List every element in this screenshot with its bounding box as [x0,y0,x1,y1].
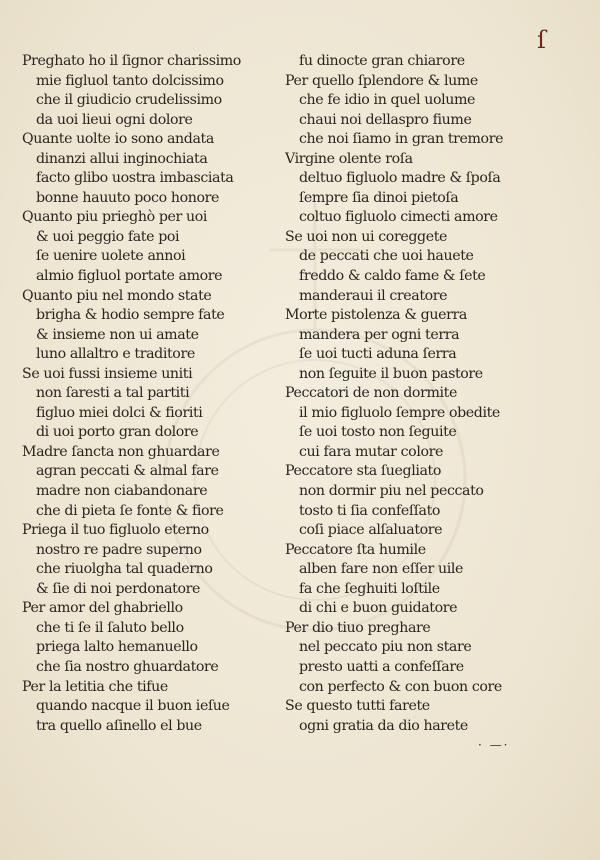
verse-line: che ti ſe il ſaluto bello [36,619,184,636]
verse-line: & uoi peggio fate poi [36,228,180,245]
verse-line: fu dinocte gran chiarore [299,53,465,69]
verse-line: madre non ciabandonare [36,483,208,500]
verse-line: tra quello aſinello el bue [36,717,202,734]
verse-line: presto uatti a confeſſare [299,658,464,675]
verse-line: ogni gratia da dio harete [299,717,468,734]
verse-line: Priega il tuo figluolo eterno [22,522,209,539]
verse-line: tosto ti ſia confeſſato [299,502,441,519]
verse-line: che fe idio in quel uolume [299,92,476,109]
verse-line: Per quello ſplendore & lume [285,72,478,89]
verse-line: Se questo tutti farete [285,698,430,715]
verse-line: figluo miei dolci & fioriti [36,404,203,421]
verse-line: alben fare non eſſer uile [299,561,464,578]
verse-line: non ſaresti a tal partiti [36,385,190,402]
verse-line: Morte pistolenza & guerra [285,307,467,324]
verse-line: Preghato ho il ſignor charissimo [22,53,241,69]
verse-line: cui fara mutar colore [299,443,443,460]
verse-line: chaui noi dellaspro fiume [299,111,472,128]
verse-line: bonne hauuto poco honore [36,189,219,206]
verse-line: Peccatore sta ſuegliato [285,463,441,480]
verse-line: coltuo figluolo cimecti amore [299,209,498,226]
verse-line: che il giudicio crudelissimo [36,92,222,109]
right-column [285,52,515,736]
verse-line: quando nacque il buon ieſue [36,698,230,715]
verse-line: Peccatore ſta humile [285,541,426,558]
verse-line: manderaui il creatore [299,287,448,304]
verse-line: freddo & caldo fame & ſete [299,268,486,285]
verse-line: ſe uoi tucti aduna ſerra [299,346,457,363]
verse-line: dinanzi allui inginochiata [36,150,208,167]
verse-line: Quanto piu prieghò per uoi [22,209,208,226]
verse-line: che noi ſiamo in gran tremore [299,131,504,148]
verse-line: Se uoi fussi insieme uniti [22,365,193,382]
verse-line: brigha & hodio sempre fate [36,307,225,324]
verse-line: Per amor del ghabriello [22,600,183,617]
verse-line: & insieme non ui amate [36,326,199,343]
verse-line: nel peccato piu non stare [299,639,472,656]
verse-line: luno allaltro e traditore [36,346,195,363]
verse-line: Se uoi non ui coreggete [285,228,447,245]
verse-line: ſe uoi tosto non ſeguite [299,424,457,441]
verse-line: di uoi porto gran dolore [36,424,199,441]
verse-line: mandera per ogni terra [299,326,460,343]
verse-line: agran peccati & almal fare [36,463,219,480]
verse-line: che riuolgha tal quaderno [36,561,213,578]
verse-line: Virgine olente roſa [285,150,413,167]
verse-line: facto glibo uostra imbasciata [36,170,234,187]
verse-line: Per dio tiuo preghare [285,619,431,636]
verse-line: coſi piace alſaluatore [299,522,443,539]
verse-line: deltuo figluolo madre & ſpoſa [299,170,501,187]
verse-line: mie figluol tanto dolcissimo [36,72,224,89]
verse-line: de peccati che uoi hauete [299,248,474,265]
verse-line: Per la letitia che tifue [22,678,168,695]
verse-line: Madre ſancta non ghuardare [22,443,220,460]
end-mark: · —· [478,738,510,752]
verse-line: con perfecto & con buon core [299,678,502,695]
left-column [22,52,272,736]
verse-line: il mio figluolo ſempre obedite [299,404,500,421]
verse-line: almio figluol portate amore [36,268,223,285]
verse-line: da uoi lieui ogni dolore [36,111,193,128]
verse-line: & ſie di noi perdonatore [36,580,200,597]
verse-line: non dormir piu nel peccato [299,483,484,500]
verse-line: non ſeguite il buon pastore [299,365,483,382]
verse-line: Peccatori de non dormite [285,385,457,402]
verse-line: priega lalto hemanuello [36,639,198,656]
verse-line: che di pieta ſe fonte & fiore [36,502,224,519]
verse-line: che ſia nostro ghuardatore [36,658,219,675]
verse-line: fa che ſeghuiti loſtile [299,580,440,597]
verse-line: ſempre ſia dinoi pietoſa [299,189,459,206]
verse-line: Quanto piu nel mondo state [22,287,212,304]
folio-mark: ſ [537,26,546,54]
verse-line: ſe uenire uolete annoi [36,248,186,265]
verse-line: nostro re padre superno [36,541,202,558]
verse-line: Quante uolte io sono andata [22,131,214,148]
verse-line: di chi e buon guidatore [299,600,458,617]
